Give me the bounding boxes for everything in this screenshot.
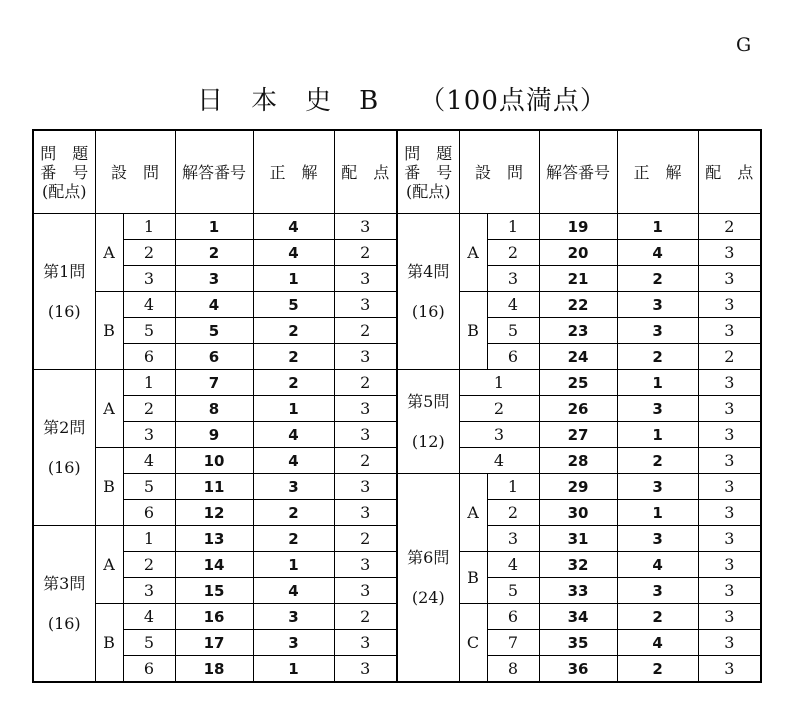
answer-number: 36 <box>539 656 617 683</box>
question-number: 6 <box>123 344 175 370</box>
answer-number: 22 <box>539 292 617 318</box>
answer-number: 25 <box>539 370 617 396</box>
header-answer-number: 解答番号 <box>175 130 253 214</box>
answer-number: 13 <box>175 526 253 552</box>
points: 3 <box>334 474 397 500</box>
points: 3 <box>698 552 761 578</box>
section-label <box>33 370 95 526</box>
part-label: A <box>95 214 123 292</box>
correct-answer: 5 <box>253 292 334 318</box>
points: 2 <box>334 318 397 344</box>
correct-answer: 1 <box>253 266 334 292</box>
answer-number: 2 <box>175 240 253 266</box>
section-points: (12) <box>411 431 445 451</box>
question-number: 4 <box>123 448 175 474</box>
part-label: B <box>95 604 123 683</box>
points: 2 <box>334 370 397 396</box>
answer-number: 18 <box>175 656 253 683</box>
points: 2 <box>698 214 761 240</box>
answer-number: 14 <box>175 552 253 578</box>
section-name: 第2問 <box>43 417 86 437</box>
correct-answer: 3 <box>617 578 698 604</box>
question-number: 2 <box>487 500 539 526</box>
part-label: B <box>95 292 123 370</box>
question-number: 2 <box>123 396 175 422</box>
points: 3 <box>334 656 397 683</box>
answer-number: 5 <box>175 318 253 344</box>
question-number: 4 <box>487 292 539 318</box>
points: 3 <box>698 318 761 344</box>
part-label: A <box>95 370 123 448</box>
question-number: 2 <box>123 552 175 578</box>
answer-row <box>33 214 761 240</box>
part-label: B <box>459 552 487 604</box>
points: 3 <box>334 396 397 422</box>
correct-answer: 4 <box>253 422 334 448</box>
answer-key-table <box>32 129 762 683</box>
section-name: 第1問 <box>43 261 86 281</box>
question-number: 6 <box>123 656 175 683</box>
question-number: 4 <box>487 552 539 578</box>
part-label: A <box>95 526 123 604</box>
question-number: 1 <box>487 474 539 500</box>
part-label: C <box>459 604 487 683</box>
answer-number: 11 <box>175 474 253 500</box>
correct-answer: 4 <box>253 448 334 474</box>
question-number: 1 <box>123 370 175 396</box>
points: 3 <box>698 656 761 683</box>
answer-number: 30 <box>539 500 617 526</box>
question-number: 5 <box>123 318 175 344</box>
answer-number: 34 <box>539 604 617 630</box>
points: 3 <box>334 292 397 318</box>
answer-number: 32 <box>539 552 617 578</box>
question-number: 6 <box>487 344 539 370</box>
question-number: 1 <box>123 526 175 552</box>
correct-answer: 1 <box>617 214 698 240</box>
correct-answer: 1 <box>617 422 698 448</box>
title-points: （100点満点） <box>419 86 607 116</box>
points: 3 <box>698 500 761 526</box>
question-number: 2 <box>459 396 539 422</box>
title-subject: 日 本 史 B <box>197 86 380 116</box>
section-label <box>33 214 95 370</box>
answer-number: 31 <box>539 526 617 552</box>
points: 3 <box>698 578 761 604</box>
section-label <box>397 474 459 683</box>
points: 3 <box>698 396 761 422</box>
answer-number: 21 <box>539 266 617 292</box>
points: 3 <box>698 240 761 266</box>
answer-number: 16 <box>175 604 253 630</box>
points: 3 <box>698 604 761 630</box>
points: 3 <box>698 474 761 500</box>
correct-answer: 1 <box>253 396 334 422</box>
answer-number: 19 <box>539 214 617 240</box>
header-question-number: 問 題 番 号 (配点) <box>33 130 95 214</box>
answer-number: 20 <box>539 240 617 266</box>
correct-answer: 2 <box>253 344 334 370</box>
question-number: 1 <box>487 214 539 240</box>
part-label: B <box>459 292 487 370</box>
question-number: 6 <box>123 500 175 526</box>
answer-number: 7 <box>175 370 253 396</box>
correct-answer: 2 <box>253 370 334 396</box>
correct-answer: 3 <box>617 396 698 422</box>
correct-answer: 4 <box>617 552 698 578</box>
section-points: (16) <box>411 301 445 321</box>
answer-number: 24 <box>539 344 617 370</box>
section-points: (16) <box>47 457 81 477</box>
points: 2 <box>698 344 761 370</box>
answer-number: 12 <box>175 500 253 526</box>
question-number: 4 <box>123 292 175 318</box>
header-setsumon: 設 問 <box>95 130 175 214</box>
correct-answer: 3 <box>253 604 334 630</box>
points: 3 <box>334 214 397 240</box>
header-answer-number: 解答番号 <box>539 130 617 214</box>
header-row <box>33 130 761 214</box>
answer-number: 15 <box>175 578 253 604</box>
answer-number: 29 <box>539 474 617 500</box>
question-number: 6 <box>487 604 539 630</box>
correct-answer: 1 <box>617 500 698 526</box>
answer-number: 33 <box>539 578 617 604</box>
answer-number: 35 <box>539 630 617 656</box>
answer-number: 6 <box>175 344 253 370</box>
question-number: 3 <box>487 526 539 552</box>
points: 3 <box>334 344 397 370</box>
correct-answer: 2 <box>617 266 698 292</box>
section-name: 第5問 <box>407 391 450 411</box>
page-corner-label: G <box>736 34 752 56</box>
points: 3 <box>698 422 761 448</box>
header-points: 配 点 <box>698 130 761 214</box>
points: 3 <box>698 630 761 656</box>
correct-answer: 3 <box>617 292 698 318</box>
section-label <box>397 214 459 370</box>
part-label: A <box>459 474 487 552</box>
header-correct-answer: 正 解 <box>253 130 334 214</box>
correct-answer: 4 <box>253 240 334 266</box>
question-number: 3 <box>123 578 175 604</box>
page-title <box>0 80 804 117</box>
section-name: 第6問 <box>407 547 450 567</box>
answer-number: 3 <box>175 266 253 292</box>
points: 3 <box>698 370 761 396</box>
header-question-number: 問 題 番 号 (配点) <box>397 130 459 214</box>
points: 3 <box>334 578 397 604</box>
answer-number: 8 <box>175 396 253 422</box>
correct-answer: 3 <box>617 474 698 500</box>
section-points: (16) <box>47 613 81 633</box>
answer-number: 1 <box>175 214 253 240</box>
answer-number: 26 <box>539 396 617 422</box>
correct-answer: 2 <box>253 526 334 552</box>
part-label: A <box>459 214 487 292</box>
answer-body <box>33 214 761 683</box>
points: 2 <box>334 526 397 552</box>
answer-number: 27 <box>539 422 617 448</box>
points: 2 <box>334 448 397 474</box>
question-number: 3 <box>487 266 539 292</box>
header-correct-answer: 正 解 <box>617 130 698 214</box>
correct-answer: 3 <box>253 474 334 500</box>
answer-row <box>33 474 761 500</box>
question-number: 4 <box>459 448 539 474</box>
correct-answer: 2 <box>617 656 698 683</box>
question-number: 3 <box>123 266 175 292</box>
correct-answer: 2 <box>617 604 698 630</box>
correct-answer: 4 <box>617 240 698 266</box>
part-label: B <box>95 448 123 526</box>
section-name: 第3問 <box>43 573 86 593</box>
correct-answer: 4 <box>617 630 698 656</box>
points: 2 <box>334 240 397 266</box>
question-number: 3 <box>123 422 175 448</box>
correct-answer: 3 <box>617 526 698 552</box>
correct-answer: 4 <box>253 214 334 240</box>
answer-number: 17 <box>175 630 253 656</box>
correct-answer: 2 <box>253 500 334 526</box>
header-points: 配 点 <box>334 130 397 214</box>
header-setsumon: 設 問 <box>459 130 539 214</box>
points: 3 <box>334 422 397 448</box>
section-label <box>397 370 459 474</box>
answer-row <box>33 370 761 396</box>
points: 3 <box>334 266 397 292</box>
question-number: 5 <box>487 318 539 344</box>
question-number: 5 <box>123 630 175 656</box>
answer-number: 9 <box>175 422 253 448</box>
correct-answer: 3 <box>617 318 698 344</box>
points: 2 <box>334 604 397 630</box>
question-number: 5 <box>123 474 175 500</box>
answer-number: 28 <box>539 448 617 474</box>
correct-answer: 1 <box>617 370 698 396</box>
question-number: 2 <box>487 240 539 266</box>
question-number: 1 <box>123 214 175 240</box>
correct-answer: 2 <box>617 344 698 370</box>
points: 3 <box>698 292 761 318</box>
correct-answer: 2 <box>253 318 334 344</box>
points: 3 <box>698 266 761 292</box>
correct-answer: 4 <box>253 578 334 604</box>
question-number: 7 <box>487 630 539 656</box>
question-number: 5 <box>487 578 539 604</box>
answer-number: 10 <box>175 448 253 474</box>
correct-answer: 3 <box>253 630 334 656</box>
answer-number: 4 <box>175 292 253 318</box>
correct-answer: 1 <box>253 552 334 578</box>
section-name: 第4問 <box>407 261 450 281</box>
points: 3 <box>334 630 397 656</box>
answer-number: 23 <box>539 318 617 344</box>
question-number: 8 <box>487 656 539 683</box>
question-number: 2 <box>123 240 175 266</box>
points: 3 <box>698 448 761 474</box>
section-points: (16) <box>47 301 81 321</box>
question-number: 3 <box>459 422 539 448</box>
points: 3 <box>698 526 761 552</box>
section-label <box>33 526 95 683</box>
points: 3 <box>334 552 397 578</box>
points: 3 <box>334 500 397 526</box>
correct-answer: 1 <box>253 656 334 683</box>
question-number: 4 <box>123 604 175 630</box>
question-number: 1 <box>459 370 539 396</box>
section-points: (24) <box>411 587 445 607</box>
correct-answer: 2 <box>617 448 698 474</box>
